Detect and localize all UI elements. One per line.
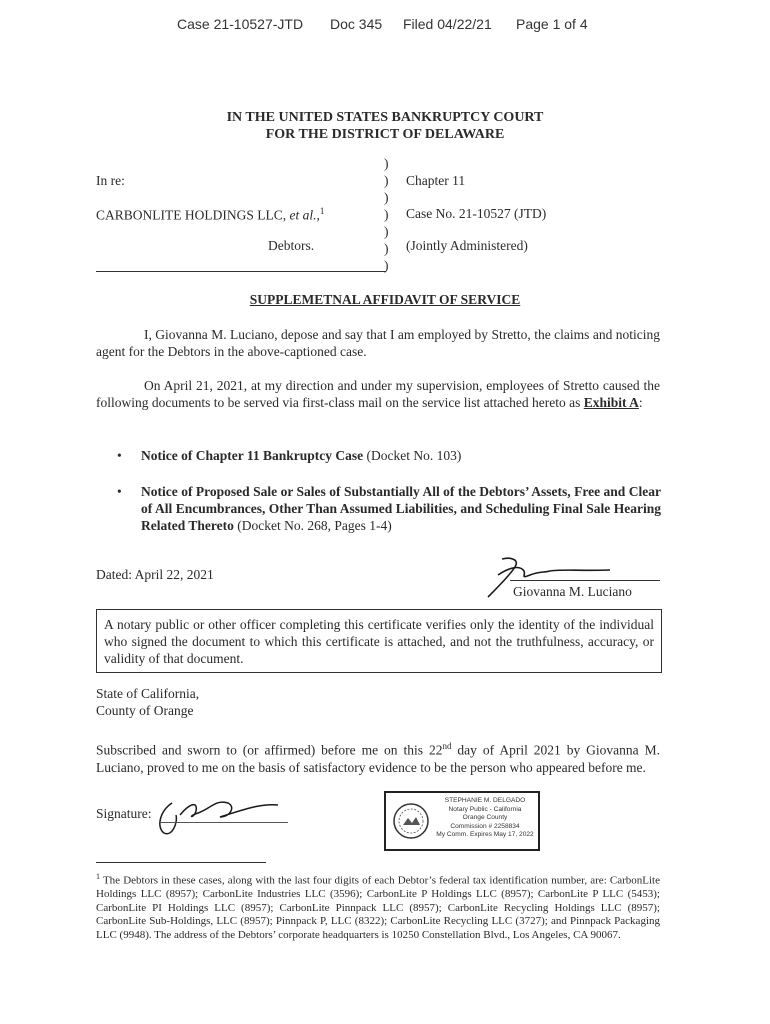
header-case-number: Case 21-10527-JTD [177, 16, 304, 32]
footnote-text: $^1$ The Debtors in these cases, along with the last four digits of each Debtor’s federal tax identification number, are: CarbonLite Holdings LLC (8957); CarbonLite Industries LLC (3596); CarbonLite P Holdings LLC (8957); CarbonLite P LLC (5453); CarbonLite PI Holdings LLC (8957); CarbonLite Pinnpack LLC (8957); CarbonLite Recycling Holdings LLC (8957); CarbonLite Sub-Holdings, LLC (8957); Pinnpack P, LLC (8322); CarbonLite Recycling LLC (3727); and Pinnpack Packaging LLC (9948). The address of the Debtors’ corporate headquarters is 10250 Constellation Blvd., Los Angeles, CA 90067. [96, 872, 660, 942]
dated-line: Dated: April 22, 2021 [96, 567, 214, 582]
header-page: Page 1 of 4 [516, 16, 588, 32]
debtor-name: CARBONLITE HOLDINGS LLC, et al.,$^1$ [96, 206, 325, 223]
stamp-notary-title: Notary Public - California [448, 805, 522, 813]
header-doc-number: Doc 345 [330, 16, 383, 32]
header-filed-date: Filed 04/22/21 [403, 16, 492, 32]
notary-signature [150, 793, 290, 837]
jointly-administered: (Jointly Administered) [406, 238, 528, 253]
signature-rule [510, 580, 660, 581]
paragraph-service: On April 21, 2021, at my direction and under my supervision, employees of Stretto caused the following documents to be served via first-class mail on the service list attached hereto as Exhibit A: [96, 378, 660, 410]
bullet-dot: • [117, 484, 122, 499]
bullet-dot: • [117, 448, 122, 463]
jurat-paragraph: Subscribed and sworn to (or affirmed) before me on this 22nd day of April 2021 by Giovanna M. Luciano, proved to me on the basis of satisfactory evidence to be the person who appeared before me. [96, 741, 660, 775]
signature-label: Signature: [96, 806, 152, 821]
served-document-2: Notice of Proposed Sale or Sales of Substantially All of the Debtors’ Assets, Free and Clear of All Encumbrances, Other Than Assumed Liabilities, and Scheduling Final Sale Hearing Related Thereto (Docket No. 268, Pages 1-4) [141, 484, 661, 533]
venue-state: State of California, [96, 686, 200, 701]
court-name: IN THE UNITED STATES BANKRUPTCY COURT [226, 110, 544, 125]
notary-notice-text: A notary public or other officer completing this certificate verifies only the identity of the individual who signed the document to which this certificate is attached, and not the truthfulness, accuracy, or validity of that document. [104, 617, 654, 666]
notary-notice-box [96, 609, 662, 673]
footnote-rule [96, 862, 266, 863]
notary-stamp [384, 791, 540, 851]
in-re-label: In re: [96, 173, 125, 188]
venue-county: County of Orange [96, 703, 194, 718]
case-number: Case No. 21-10527 (JTD) [406, 206, 547, 221]
debtors-label: Debtors. [268, 238, 315, 253]
exhibit-a-reference: Exhibit A [583, 395, 639, 410]
court-district: FOR THE DISTRICT OF DELAWARE [265, 127, 505, 142]
document-title: SUPPLEMETNAL AFFIDAVIT OF SERVICE [249, 292, 521, 307]
signer-name: Giovanna M. Luciano [513, 584, 632, 599]
state-seal-icon [392, 802, 430, 840]
chapter-label: Chapter 11 [406, 173, 466, 188]
paragraph-employment: I, Giovanna M. Luciano, depose and say that I am employed by Stretto, the claims and noticing agent for the Debtors in the above-captioned case. [96, 327, 660, 359]
stamp-commission: Commission # 2258834 [450, 822, 520, 830]
served-document-1: Notice of Chapter 11 Bankruptcy Case (Docket No. 103) [141, 448, 462, 463]
notary-signature-rule [160, 822, 288, 823]
stamp-county: Orange County [462, 814, 508, 821]
caption-rule [96, 271, 386, 272]
stamp-notary-name: STEPHANIE M. DELGADO [444, 797, 526, 804]
stamp-expiration: My Comm. Expires May 17, 2022 [436, 831, 534, 838]
